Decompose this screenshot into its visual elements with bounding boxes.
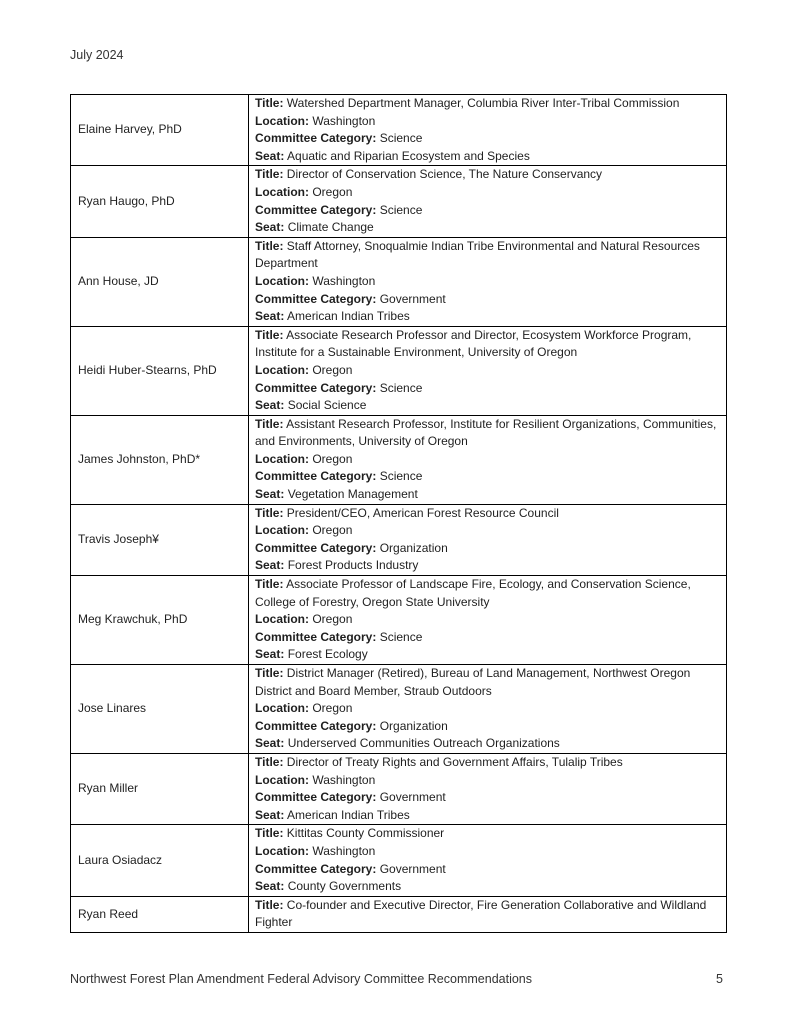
member-details <box>249 326 727 415</box>
page-number: 5 <box>716 972 723 986</box>
seat-label: Seat: <box>255 398 285 413</box>
location-line <box>255 273 720 291</box>
page-header-date: July 2024 <box>70 48 124 62</box>
location-line <box>255 700 720 718</box>
category-label: Committee Category: <box>255 131 377 146</box>
category-line <box>255 468 720 486</box>
title-label: Title: <box>255 238 284 253</box>
member-category: Government <box>379 861 446 876</box>
category-line <box>255 718 720 736</box>
member-name: Heidi Huber-Stearns, PhD <box>71 326 249 415</box>
category-label: Committee Category: <box>255 540 377 555</box>
member-name: Jose Linares <box>71 665 249 754</box>
table-row <box>71 665 727 754</box>
member-seat: American Indian Tribes <box>287 309 410 324</box>
member-seat: County Governments <box>287 879 402 894</box>
table-row <box>71 896 727 932</box>
seat-label: Seat: <box>255 736 285 751</box>
member-seat: Vegetation Management <box>287 487 418 502</box>
location-label: Location: <box>255 612 309 627</box>
member-details <box>249 896 727 932</box>
member-details <box>249 576 727 665</box>
category-line <box>255 291 720 309</box>
member-title: Watershed Department Manager, Columbia River Inter-Tribal Commission <box>286 96 680 110</box>
seat-line <box>255 646 720 664</box>
committee-members-table <box>70 94 727 933</box>
location-line <box>255 113 720 131</box>
member-title: Co-founder and Executive Director, Fire Generation Collaborative and Wildland Fighter <box>255 897 707 930</box>
category-label: Committee Category: <box>255 629 377 644</box>
seat-line <box>255 308 720 326</box>
title-label: Title: <box>255 666 284 680</box>
location-label: Location: <box>255 523 309 538</box>
member-title: Associate Research Professor and Director, Ecosystem Workforce Program, Institute for a Sustainable Environment, University of Oregon <box>255 327 692 360</box>
location-line <box>255 451 720 469</box>
member-location: Oregon <box>312 451 353 466</box>
title-line <box>255 665 720 700</box>
member-location: Oregon <box>312 184 353 199</box>
location-line <box>255 362 720 380</box>
table-row <box>71 166 727 237</box>
member-name: Ann House, JD <box>71 237 249 326</box>
member-details <box>249 504 727 575</box>
location-label: Location: <box>255 362 309 377</box>
title-label: Title: <box>255 897 284 912</box>
member-details <box>249 166 727 237</box>
seat-line <box>255 735 720 753</box>
member-location: Oregon <box>312 701 353 716</box>
member-location: Washington <box>312 843 376 858</box>
member-category: Government <box>379 291 446 306</box>
member-details <box>249 237 727 326</box>
seat-label: Seat: <box>255 220 285 235</box>
member-seat: Social Science <box>287 398 367 413</box>
seat-label: Seat: <box>255 807 285 822</box>
location-line <box>255 184 720 202</box>
member-name: Elaine Harvey, PhD <box>71 95 249 166</box>
seat-line <box>255 219 720 237</box>
location-label: Location: <box>255 113 309 128</box>
title-label: Title: <box>255 327 284 342</box>
category-label: Committee Category: <box>255 718 377 733</box>
member-title: President/CEO, American Forest Resource Council <box>286 505 559 520</box>
member-location: Oregon <box>312 523 353 538</box>
member-details <box>249 95 727 166</box>
title-label: Title: <box>255 167 284 182</box>
member-category: Science <box>379 380 423 395</box>
location-label: Location: <box>255 273 309 288</box>
member-name: James Johnston, PhD* <box>71 415 249 504</box>
member-category: Science <box>379 469 423 484</box>
member-title: Assistant Research Professor, Institute for Resilient Organizations, Communities, and Environments, University of Oregon <box>255 416 717 449</box>
category-label: Committee Category: <box>255 469 377 484</box>
member-name: Travis Joseph¥ <box>71 504 249 575</box>
member-name: Ryan Miller <box>71 753 249 824</box>
title-line <box>255 897 720 932</box>
member-location: Washington <box>312 772 376 787</box>
title-line <box>255 238 720 273</box>
title-line <box>255 327 720 362</box>
seat-line <box>255 557 720 575</box>
member-location: Washington <box>312 273 376 288</box>
seat-label: Seat: <box>255 558 285 573</box>
category-line <box>255 861 720 879</box>
member-seat: American Indian Tribes <box>287 807 410 822</box>
member-location: Washington <box>312 113 376 128</box>
category-line <box>255 789 720 807</box>
location-line <box>255 522 720 540</box>
member-category: Science <box>379 131 423 146</box>
member-details <box>249 753 727 824</box>
title-label: Title: <box>255 577 284 592</box>
member-category: Government <box>379 790 446 805</box>
location-line <box>255 843 720 861</box>
category-line <box>255 130 720 148</box>
title-label: Title: <box>255 416 284 431</box>
table-row <box>71 95 727 166</box>
seat-label: Seat: <box>255 309 285 324</box>
category-label: Committee Category: <box>255 861 377 876</box>
category-line <box>255 202 720 220</box>
member-details <box>249 825 727 896</box>
category-label: Committee Category: <box>255 202 377 217</box>
member-title: District Manager (Retired), Bureau of Land Management, Northwest Oregon District and Board Member, Straub Outdoors <box>255 666 691 698</box>
title-line <box>255 576 720 611</box>
member-category: Science <box>379 629 423 644</box>
member-name: Laura Osiadacz <box>71 825 249 896</box>
seat-line <box>255 148 720 166</box>
table-row <box>71 753 727 824</box>
member-seat: Underserved Communities Outreach Organizations <box>287 736 560 751</box>
member-title: Director of Conservation Science, The Nature Conservancy <box>286 167 603 182</box>
seat-label: Seat: <box>255 487 285 502</box>
location-label: Location: <box>255 184 309 199</box>
location-line <box>255 611 720 629</box>
member-title: Staff Attorney, Snoqualmie Indian Tribe Environmental and Natural Resources Department <box>255 238 700 271</box>
title-line <box>255 754 720 772</box>
location-label: Location: <box>255 843 309 858</box>
title-label: Title: <box>255 505 284 520</box>
title-line <box>255 825 720 843</box>
page-footer-title: Northwest Forest Plan Amendment Federal Advisory Committee Recommendations <box>70 972 532 986</box>
member-name: Meg Krawchuk, PhD <box>71 576 249 665</box>
location-label: Location: <box>255 701 309 716</box>
member-category: Science <box>379 202 423 217</box>
category-label: Committee Category: <box>255 380 377 395</box>
member-details <box>249 665 727 754</box>
table-row <box>71 415 727 504</box>
seat-line <box>255 486 720 504</box>
title-label: Title: <box>255 826 284 841</box>
seat-label: Seat: <box>255 647 285 662</box>
category-label: Committee Category: <box>255 790 377 805</box>
table-row <box>71 326 727 415</box>
seat-line <box>255 878 720 896</box>
table-row <box>71 576 727 665</box>
table-row <box>71 504 727 575</box>
category-line <box>255 629 720 647</box>
table-row <box>71 237 727 326</box>
category-line <box>255 540 720 558</box>
member-name: Ryan Reed <box>71 896 249 932</box>
member-seat: Forest Ecology <box>287 647 368 662</box>
location-line <box>255 772 720 790</box>
seat-label: Seat: <box>255 148 285 163</box>
title-label: Title: <box>255 754 284 769</box>
category-line <box>255 380 720 398</box>
title-line <box>255 505 720 523</box>
member-category: Organization <box>379 718 448 733</box>
location-label: Location: <box>255 451 309 466</box>
member-location: Oregon <box>312 362 353 377</box>
location-label: Location: <box>255 772 309 787</box>
title-label: Title: <box>255 96 284 110</box>
member-seat: Forest Products Industry <box>287 558 419 573</box>
member-title: Associate Professor of Landscape Fire, Ecology, and Conservation Science, College of Forestry, Oregon State University <box>255 577 691 609</box>
member-seat: Aquatic and Riparian Ecosystem and Species <box>287 148 530 163</box>
member-title: Director of Treaty Rights and Government Affairs, Tulalip Tribes <box>286 754 623 769</box>
member-details <box>249 415 727 504</box>
member-title: Kittitas County Commissioner <box>286 826 445 841</box>
title-line <box>255 95 720 113</box>
table-row <box>71 825 727 896</box>
member-category: Organization <box>379 540 448 555</box>
category-label: Committee Category: <box>255 291 377 306</box>
seat-label: Seat: <box>255 879 285 894</box>
title-line <box>255 166 720 184</box>
title-line <box>255 416 720 451</box>
member-name: Ryan Haugo, PhD <box>71 166 249 237</box>
member-location: Oregon <box>312 612 353 627</box>
seat-line <box>255 807 720 825</box>
member-seat: Climate Change <box>287 220 374 235</box>
seat-line <box>255 397 720 415</box>
